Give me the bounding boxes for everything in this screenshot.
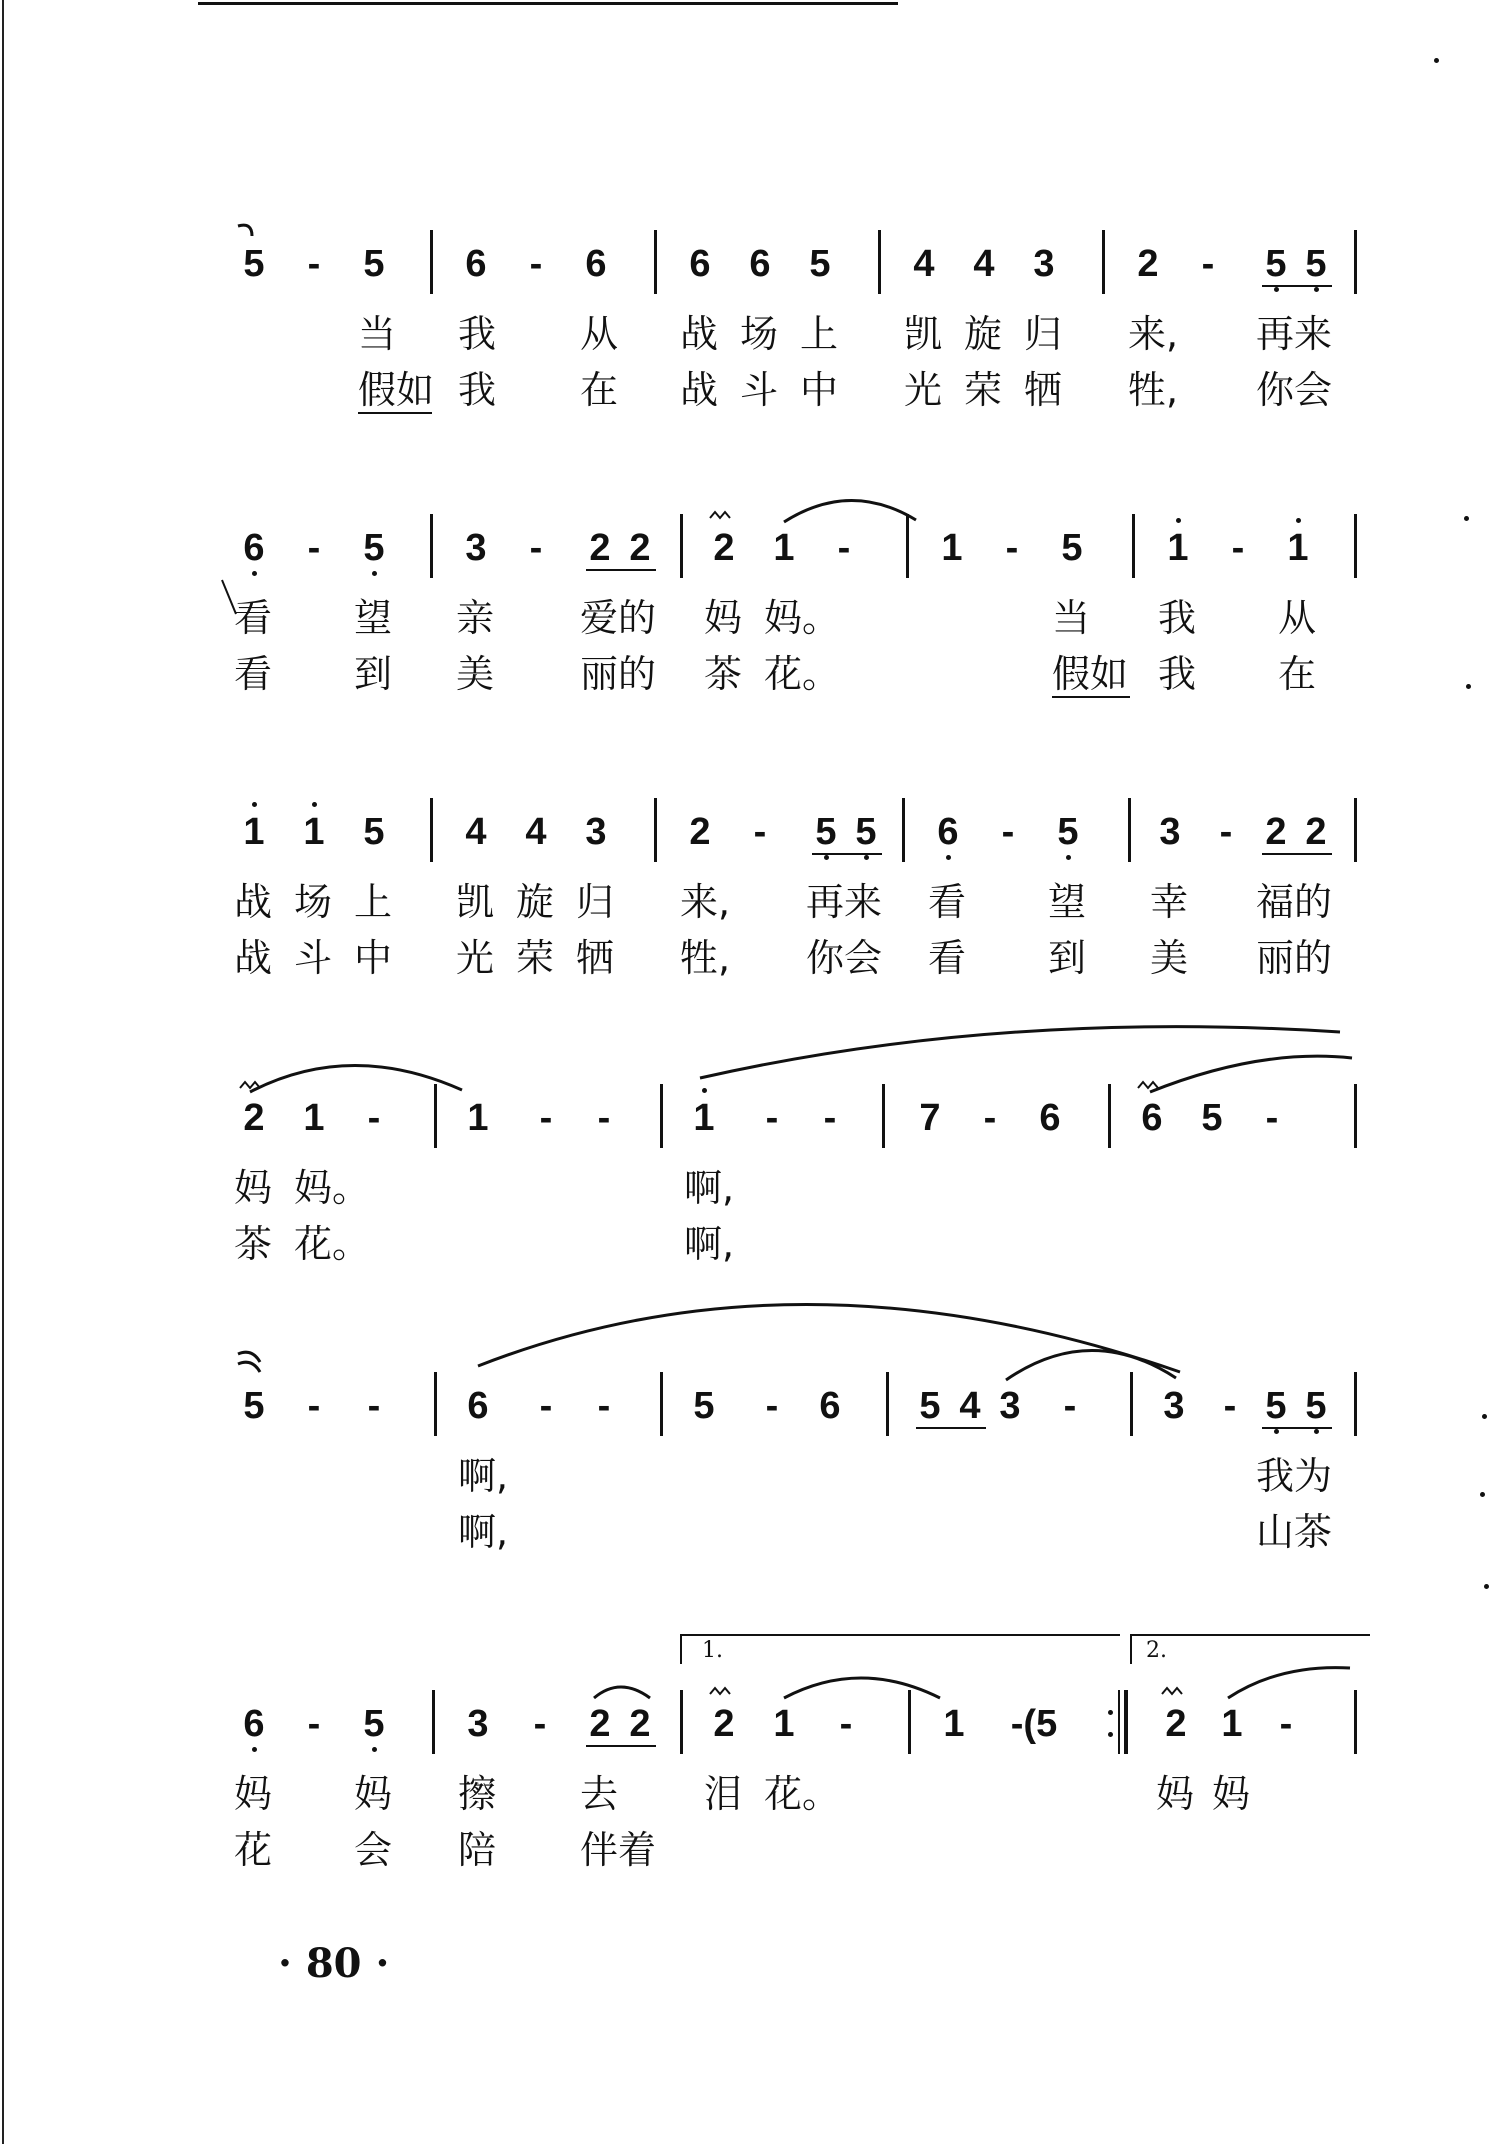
note: 4 bbox=[973, 243, 995, 285]
lyric: 战 bbox=[680, 368, 719, 412]
note: 6 bbox=[465, 243, 487, 285]
note: 1 bbox=[467, 1097, 489, 1139]
note: 4 bbox=[913, 243, 935, 285]
lyric: 我 bbox=[1158, 652, 1197, 696]
note: 5 bbox=[1256, 1384, 1296, 1428]
note-dash: - bbox=[1219, 811, 1233, 853]
lyric: 战 bbox=[680, 312, 719, 356]
lyric: 我 bbox=[458, 368, 497, 412]
scan-speck bbox=[1464, 516, 1469, 521]
note-dash: - bbox=[529, 243, 543, 285]
note: 3 bbox=[1033, 243, 1055, 285]
lyric: 从 bbox=[1278, 596, 1317, 640]
lyric: 荣 bbox=[516, 936, 555, 980]
lyric: 我为 bbox=[1256, 1454, 1333, 1498]
lyric: 看 bbox=[234, 652, 273, 696]
lyric: 看 bbox=[234, 596, 273, 640]
lyric: 啊, bbox=[684, 1166, 735, 1210]
note-grace: 2 bbox=[713, 1703, 735, 1745]
note: 6 bbox=[1039, 1097, 1061, 1139]
lyric: 看 bbox=[928, 880, 967, 924]
lyric: 归 bbox=[1024, 312, 1063, 356]
lyric: 场 bbox=[740, 312, 779, 356]
lyric: 旋 bbox=[964, 312, 1003, 356]
phrase-slur bbox=[700, 1027, 1340, 1078]
note: 1 bbox=[941, 527, 963, 569]
lyric: 假如 bbox=[1052, 652, 1129, 696]
lyric: 美 bbox=[1150, 936, 1189, 980]
note-dash: - bbox=[367, 1385, 381, 1427]
note-dash-paren: -(5 bbox=[1010, 1703, 1058, 1745]
lyric: 当 bbox=[1052, 596, 1091, 640]
breath-mark bbox=[238, 1362, 260, 1372]
note: 5 bbox=[354, 1702, 394, 1746]
lyric: 到 bbox=[1048, 936, 1087, 980]
lyric: 当 bbox=[358, 312, 397, 356]
note: 1 bbox=[1158, 526, 1198, 570]
lyric: 中 bbox=[800, 368, 839, 412]
note-grace: 6 bbox=[1141, 1097, 1163, 1139]
note-dash: - bbox=[823, 1097, 837, 1139]
lyric: 上 bbox=[354, 880, 393, 924]
lyric: 看 bbox=[928, 936, 967, 980]
note-dash: - bbox=[307, 243, 321, 285]
lyric: 花 bbox=[234, 1828, 273, 1872]
note-dash: - bbox=[1279, 1703, 1293, 1745]
note: 3 bbox=[467, 1703, 489, 1745]
lyric: 归 bbox=[576, 880, 615, 924]
note-dash: - bbox=[1005, 527, 1019, 569]
note: 2 bbox=[1305, 811, 1327, 853]
scan-speck bbox=[1480, 1492, 1485, 1497]
note-dash: - bbox=[539, 1097, 553, 1139]
lyric: 啊, bbox=[458, 1510, 509, 1554]
note: 1 bbox=[684, 1096, 724, 1140]
note-dash: - bbox=[983, 1097, 997, 1139]
lyric: 凯 bbox=[904, 312, 943, 356]
note: 5 bbox=[1296, 1384, 1336, 1428]
tie-slur bbox=[250, 1065, 462, 1092]
mordent-icon bbox=[1138, 1082, 1158, 1088]
lyric: 啊, bbox=[684, 1222, 735, 1266]
lyric: 旋 bbox=[516, 880, 555, 924]
note: 1 bbox=[1278, 526, 1318, 570]
note-dash: - bbox=[1063, 1385, 1077, 1427]
lyric: 牲, bbox=[680, 936, 731, 980]
lyric: 牺 bbox=[1024, 368, 1063, 412]
note: 6 bbox=[749, 243, 771, 285]
note-dash: - bbox=[1001, 811, 1015, 853]
note-grace: 2 bbox=[1165, 1703, 1187, 1745]
note: 5 bbox=[919, 1385, 941, 1427]
lyric: 光 bbox=[456, 936, 495, 980]
lyric: 泪 bbox=[704, 1772, 743, 1816]
note: 5 bbox=[243, 1385, 265, 1427]
lyric: 妈 bbox=[354, 1772, 393, 1816]
note: 6 bbox=[928, 810, 968, 854]
lyric: 假如 bbox=[358, 368, 435, 412]
note: 2 bbox=[1137, 243, 1159, 285]
note: 1 bbox=[294, 810, 334, 854]
note: 1 bbox=[303, 1097, 325, 1139]
lyric: 伴着 bbox=[580, 1828, 657, 1872]
note: 3 bbox=[585, 811, 607, 853]
note: 5 bbox=[363, 811, 385, 853]
lyric: 到 bbox=[354, 652, 393, 696]
note-dash: - bbox=[597, 1385, 611, 1427]
note: 6 bbox=[585, 243, 607, 285]
lyric: 从 bbox=[580, 312, 619, 356]
lyric: 会 bbox=[354, 1828, 393, 1872]
note: 6 bbox=[819, 1385, 841, 1427]
note-dash: - bbox=[765, 1097, 779, 1139]
note-dash: - bbox=[539, 1385, 553, 1427]
lyric: 我 bbox=[458, 312, 497, 356]
phrase-slur bbox=[478, 1304, 1180, 1372]
note: 6 bbox=[467, 1385, 489, 1427]
note: 2 bbox=[629, 1703, 651, 1745]
lyric: 再来 bbox=[806, 880, 883, 924]
note: 1 bbox=[1221, 1703, 1243, 1745]
lyric: 斗 bbox=[294, 936, 333, 980]
note-dash: - bbox=[837, 527, 851, 569]
scan-speck bbox=[1482, 1414, 1487, 1419]
note-dash: - bbox=[597, 1097, 611, 1139]
lyric: 牲, bbox=[1128, 368, 1179, 412]
lyric: 亲 bbox=[456, 596, 495, 640]
note-dash: - bbox=[753, 811, 767, 853]
note: 4 bbox=[959, 1385, 981, 1427]
note-dash: - bbox=[765, 1385, 779, 1427]
lyric: 场 bbox=[294, 880, 333, 924]
note: 5 bbox=[1296, 242, 1336, 286]
volta-1-label: 1. bbox=[702, 1638, 723, 1663]
lyric: 战 bbox=[234, 880, 273, 924]
note: 5 bbox=[809, 243, 831, 285]
lyric: 福的 bbox=[1256, 880, 1333, 924]
breath-mark bbox=[238, 1352, 260, 1362]
lyric: 光 bbox=[904, 368, 943, 412]
note: 1 bbox=[773, 1703, 795, 1745]
lyric: 陪 bbox=[458, 1828, 497, 1872]
note: 5 bbox=[693, 1385, 715, 1427]
lyric: 妈 bbox=[1156, 1772, 1195, 1816]
lyric: 花。 bbox=[294, 1222, 371, 1266]
lyric: 花。 bbox=[764, 1772, 841, 1816]
lyric: 妈 bbox=[234, 1772, 273, 1816]
note-grace: 2 bbox=[243, 1097, 265, 1139]
lyric: 擦 bbox=[458, 1772, 497, 1816]
note-dash: - bbox=[367, 1097, 381, 1139]
lyric: 妈。 bbox=[294, 1166, 371, 1210]
note: 2 bbox=[589, 527, 611, 569]
note-dash: - bbox=[1265, 1097, 1279, 1139]
lyric: 妈 bbox=[704, 596, 743, 640]
note: 5 bbox=[354, 526, 394, 570]
note: 2 bbox=[689, 811, 711, 853]
note: 6 bbox=[234, 1702, 274, 1746]
note-dash: - bbox=[307, 527, 321, 569]
note: 4 bbox=[525, 811, 547, 853]
breath-mark bbox=[238, 225, 252, 236]
lyric: 来, bbox=[1128, 312, 1179, 356]
tie-slur bbox=[784, 1678, 940, 1698]
note: 5 bbox=[1201, 1097, 1223, 1139]
lyric: 花。 bbox=[764, 652, 841, 696]
note: 6 bbox=[234, 526, 274, 570]
lyric: 妈 bbox=[234, 1166, 273, 1210]
note: 5 bbox=[363, 243, 385, 285]
tie-slur bbox=[594, 1687, 650, 1698]
scan-speck bbox=[1434, 58, 1439, 63]
lyric: 美 bbox=[456, 652, 495, 696]
note: 4 bbox=[465, 811, 487, 853]
note: 2 bbox=[589, 1703, 611, 1745]
note: 5 bbox=[1256, 242, 1296, 286]
note-dash: - bbox=[533, 1703, 547, 1745]
lyric: 望 bbox=[1048, 880, 1087, 924]
note: 1 bbox=[943, 1703, 965, 1745]
lyric: 妈。 bbox=[764, 596, 841, 640]
mordent-icon bbox=[710, 1688, 730, 1694]
lyric: 望 bbox=[354, 596, 393, 640]
lyric: 再来 bbox=[1256, 312, 1333, 356]
tie-slur bbox=[1228, 1668, 1350, 1698]
lyric: 斗 bbox=[740, 368, 779, 412]
note: 2 bbox=[629, 527, 651, 569]
lyric: 爱的 bbox=[580, 596, 657, 640]
stray-mark bbox=[222, 580, 236, 614]
lyric: 在 bbox=[1278, 652, 1317, 696]
lyric: 在 bbox=[580, 368, 619, 412]
lyric: 凯 bbox=[456, 880, 495, 924]
lyric: 我 bbox=[1158, 596, 1197, 640]
lyric: 幸 bbox=[1150, 880, 1189, 924]
lyric: 战 bbox=[234, 936, 273, 980]
lyric: 上 bbox=[800, 312, 839, 356]
mordent-icon bbox=[1162, 1688, 1182, 1694]
lyric: 荣 bbox=[964, 368, 1003, 412]
page-number: · 80 · bbox=[278, 1940, 390, 1987]
note: 1 bbox=[234, 810, 274, 854]
tie-slur bbox=[1150, 1056, 1352, 1092]
tie-slur bbox=[784, 500, 916, 522]
note: 3 bbox=[465, 527, 487, 569]
note: 5 bbox=[243, 243, 265, 285]
lyric: 中 bbox=[354, 936, 393, 980]
lyric: 茶 bbox=[704, 652, 743, 696]
note: 3 bbox=[999, 1385, 1021, 1427]
lyric: 牺 bbox=[576, 936, 615, 980]
lyric: 妈 bbox=[1212, 1772, 1251, 1816]
note-dash: - bbox=[307, 1703, 321, 1745]
note-dash: - bbox=[307, 1385, 321, 1427]
lyric: 茶 bbox=[234, 1222, 273, 1266]
lyric: 啊, bbox=[458, 1454, 509, 1498]
note-dash: - bbox=[839, 1703, 853, 1745]
lyric: 山茶 bbox=[1256, 1510, 1333, 1554]
note: 5 bbox=[1048, 810, 1088, 854]
lyric: 丽的 bbox=[1256, 936, 1333, 980]
volta-2-label: 2. bbox=[1146, 1638, 1167, 1663]
note: 5 bbox=[846, 810, 886, 854]
lyric: 去 bbox=[580, 1772, 619, 1816]
note-dash: - bbox=[1223, 1385, 1237, 1427]
lyric: 你会 bbox=[806, 936, 883, 980]
note: 3 bbox=[1159, 811, 1181, 853]
scan-speck bbox=[1466, 684, 1471, 689]
tie-slur bbox=[1006, 1350, 1176, 1380]
lyric: 你会 bbox=[1256, 368, 1333, 412]
note: 1 bbox=[773, 527, 795, 569]
mordent-icon bbox=[710, 512, 730, 518]
note: 5 bbox=[806, 810, 846, 854]
note-dash: - bbox=[529, 527, 543, 569]
note-dash: - bbox=[1231, 527, 1245, 569]
note-dash: - bbox=[1201, 243, 1215, 285]
scan-speck bbox=[1484, 1584, 1489, 1589]
note: 5 bbox=[1061, 527, 1083, 569]
note: 2 bbox=[1265, 811, 1287, 853]
note-grace: 2 bbox=[713, 527, 735, 569]
note: 3 bbox=[1163, 1385, 1185, 1427]
note: 6 bbox=[689, 243, 711, 285]
lyric: 丽的 bbox=[580, 652, 657, 696]
lyric: 来, bbox=[680, 880, 731, 924]
note: 7 bbox=[919, 1097, 941, 1139]
